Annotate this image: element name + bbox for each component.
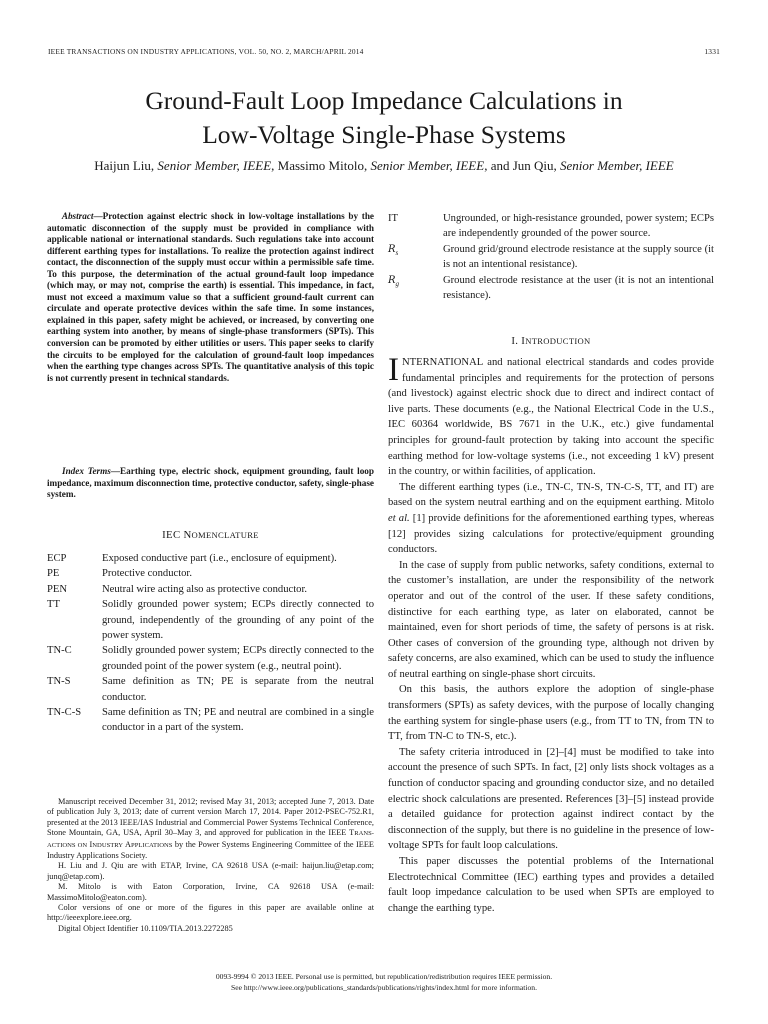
- author-2-grade: Senior Member, IEEE: [370, 158, 485, 173]
- nomenclature-entry: TN-C-S Same definition as TN; PE and neutral are combined in a single conductor in a part of the system.: [47, 707, 374, 734]
- paragraph: This paper discusses the potential problems of the International Electrotechnical Committee (IEC) earthing types and provides a detailed fault loop impedance calculation to be used when SPTs are employed to change the earthing type.: [388, 856, 714, 914]
- abstract: [47, 211, 374, 384]
- nomenclature-list-left: [47, 551, 374, 736]
- nomenclature-entry: TN-S Same definition as TN; PE is separate from the neutral conductor.: [47, 676, 374, 703]
- footnote-paragraph: M. Mitolo is with Eaton Corporation, Irvine, CA 92618 USA (e-mail: MassimoMitolo@eaton.com).: [47, 882, 374, 902]
- running-header: IEEE TRANSACTIONS ON INDUSTRY APPLICATIONS, VOL. 50, NO. 2, MARCH/APRIL 2014: [48, 47, 364, 56]
- nomenclature-entry: TN-C Solidly grounded power system; ECPs directly connected to the grounded point of the power system (e.g., neutral point).: [47, 645, 374, 672]
- nomenclature-entry: PEN Neutral wire acting also as protective conductor.: [47, 583, 308, 595]
- author-1-grade: Senior Member, IEEE: [157, 158, 272, 173]
- abstract-text: —Protection against electric shock in low-voltage installations by the automatic disconnection of the supply must be provided in compliance with applicable national or international standards. Such regulations take into account different earthing types for installations. To realize the protection against indirect contact, the disconnection of the supply must occur within a permissible safe time. To this purpose, the determination of the actual ground-fault loop impedance (which may, or may not, comprise the earth) is essential. This impedance, in fact, must not exceed a maximum value so that a sufficient ground-fault current can circulate and operate protective devices within the safe time. In some instances, explained in this paper, safety might be achieved, or increased, by converting one earthing system into another, by means of single-phase transformers (SPTs). This conversion can be promoted by either utilities or users. This paper seeks to clarify the circuits to be employed for the calculation of ground-fault loop impedances when the earthing type changes across SPTs. The quantitative analysis of this topic is not currently present in technical standards.: [47, 211, 375, 383]
- index-terms-label: Index Terms: [62, 466, 111, 476]
- nomenclature-entry: ECP Exposed conductive part (i.e., enclosure of equipment).: [47, 553, 337, 564]
- footnote-paragraph: Manuscript received December 31, 2012; revised May 31, 2013; accepted June 7, 2013. Date of publication July 3, 2013; date of current version March 17, 2014. Paper 2012-PSEC-752.R1, presented at the 2013 IEEE/IAS Industrial and Commercial Power Systems Technical Conference, Stone Mountain, GA, USA, April 30–May 3, and approved for publication in the IEEE TRANS-ACTIONS ON INDUSTRY APPLICATIONS by the Power Systems Engineering Committee of the IEEE Industry Applications Society.: [47, 797, 375, 861]
- title-line-1: Ground-Fault Loop Impedance Calculations in: [145, 86, 623, 115]
- nomenclature-list-right: [388, 211, 714, 303]
- footnote-paragraph: H. Liu and J. Qiu are with ETAP, Irvine, CA 92618 USA (e-mail: haijun.liu@etap.com; junq@etap.com).: [47, 861, 374, 881]
- nomenclature-entry: PE Protective conductor.: [47, 568, 193, 580]
- footnote-paragraph: Color versions of one or more of the figures in this paper are available online at http://ieeexplore.ieee.org.: [47, 903, 374, 923]
- index-terms-text: —Earthing type, electric shock, equipment grounding, fault loop impedance, maximum disconnection time, protective conductor, safety, single-phase system.: [47, 466, 375, 500]
- footnote-paragraph: Digital Object Identifier 10.1109/TIA.2013.2272285: [58, 923, 233, 933]
- title-line-2: Low-Voltage Single-Phase Systems: [202, 120, 566, 149]
- author-2: , Massimo Mitolo,: [271, 158, 371, 173]
- index-terms: [47, 466, 374, 501]
- introduction-heading: I. INTRODUCTION: [511, 335, 591, 347]
- paragraph: On this basis, the authors explore the adoption of single-phase transformers (SPTs) as safety devices, with the purpose of locally changing the earthing system for single-phase users (e.g., from TT to TN, from TN to TT, from TN-C to TN-S, etc.).: [388, 684, 714, 743]
- author-3: , and Jun Qiu,: [484, 158, 561, 173]
- symbol-rs: $R_s$: [388, 243, 399, 257]
- paragraph: The different earthing types (i.e., TN-C, TN-S, TN-C-S, TT, and IT) are based on the system neutral earthing and on the equipment earthing. Mitolo et al. [1] provide definitions for the aforementioned earthing types, whereas [12] provides sizing calculations for protective/equipment grounding conductors.: [388, 481, 715, 556]
- nomenclature-entry: TT Solidly grounded power system; ECPs directly connected to ground, independently of the grounding of any point of the power system.: [47, 599, 374, 642]
- paragraph: In the case of supply from public networks, safety conditions, external to the customer’s installation, are under the responsibility of the network operator and out of the control of the user. If these safety conditions, distinctive for each earthing type, as later on elaborated, cannot be maintained, even for short periods of time, the safety of persons is at risk. Other cases of conversion of the grounding type, although not driven by safety concerns, are also examined, which can be used to study the influence of neutral earthing on single-phase short circuits.: [388, 559, 714, 680]
- author-3-grade: Senior Member, IEEE: [560, 158, 674, 173]
- abstract-label: Abstract: [61, 211, 94, 221]
- author-1: Haijun Liu,: [94, 158, 158, 173]
- paragraph: The safety criteria introduced in [2]–[4] must be modified to take into account the presence of such SPTs. In fact, [2] only lists shock voltages as a function of conductor spacing and grounding conductor size, and no detailed electric shock calculations are presented. References [3]–[5] instead provide a detailed guidance for protection against indirect contact by the disconnection of the supply, but there is no guideline in the presence of low-voltage SPTs for fault loop calculations.: [388, 746, 714, 852]
- symbol-rg: $R_g$: [388, 274, 400, 288]
- nomenclature-heading: IEC NOMENCLATURE: [162, 529, 259, 541]
- drop-cap: I: [388, 352, 399, 388]
- paragraph: INTERNATIONAL and national electrical standards and codes provide fundamental principles and requirements for the protection of persons (and livestock) against electric shock due to direct and indirect contact of live parts. These documents (e.g., the National Electrical Code in the U.S., IEC 60364 worldwide, BS 7671 in the U.K., etc.) give fundamental principles for ground-fault protection by taking into account the specific earthing method for low-voltage systems (i.e., not exceeding 1 kV) present in the country, or within facilities, of application.: [388, 352, 714, 478]
- author-list: [20, 158, 748, 174]
- page-number: 1331: [704, 47, 720, 56]
- nomenclature-entry: $R_g$ Ground electrode resistance at the user (it is not an intentional resistance).: [388, 273, 714, 304]
- nomenclature-entry: IT Ungrounded, or high-resistance grounded, power system; ECPs are independently grounded of the power source.: [388, 213, 714, 240]
- nomenclature-entry: $R_s$ Ground grid/ground electrode resistance at the supply source (it is not an intentional resistance).: [388, 242, 714, 273]
- copyright-notice: 0093-9994 © 2013 IEEE. Personal use is permitted, but republication/redistribution requires IEEE permission. See http://www.ieee.org/publications_standards/publications/rights/index.html for more information.: [215, 972, 553, 992]
- paper-title: [20, 84, 748, 152]
- introduction-body: [388, 352, 715, 916]
- manuscript-footnote: [47, 797, 374, 934]
